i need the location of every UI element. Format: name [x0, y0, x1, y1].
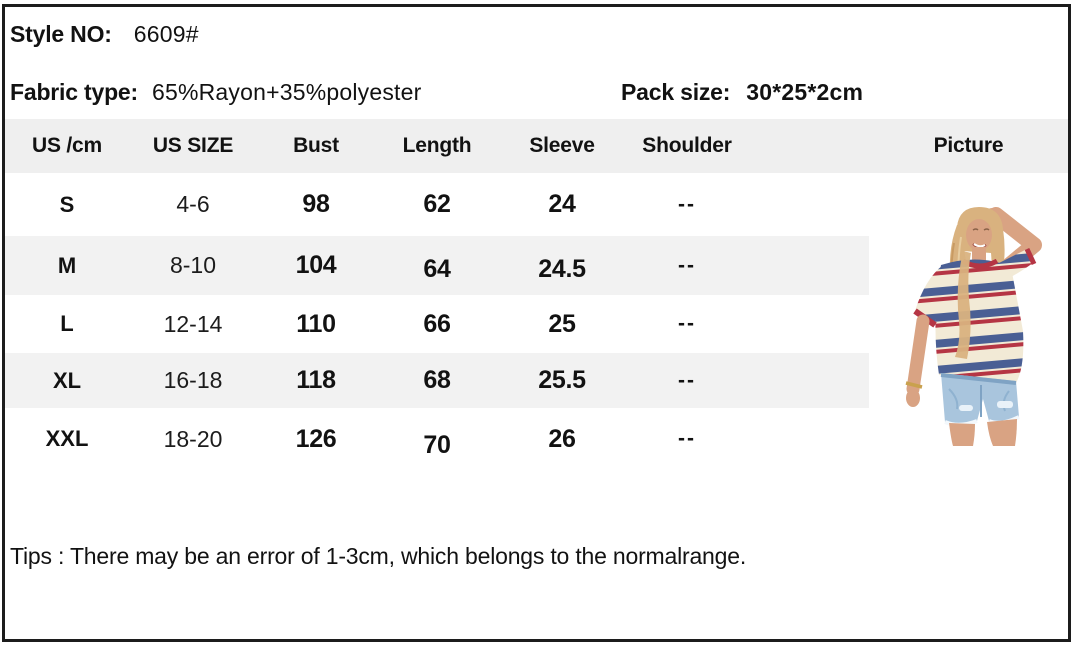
cell-sleeve: 25 [548, 309, 576, 338]
cell-size: M [57, 252, 77, 278]
header-picture: Picture [933, 134, 1004, 157]
style-no-label: Style NO: [10, 21, 112, 47]
cell-bust: 104 [295, 251, 337, 279]
style-no-value: 6609# [133, 21, 199, 47]
header-sleeve: Sleeve [529, 134, 595, 157]
header-bust: Bust [293, 134, 339, 157]
table-body [5, 173, 869, 470]
cell-length: 68 [423, 366, 451, 394]
header-us-size: US SIZE [152, 134, 234, 157]
model-photo [893, 203, 1050, 446]
cell-size: XL [52, 367, 82, 393]
cell-bust: 98 [302, 190, 330, 218]
pack-size-label: Pack size: [621, 79, 731, 105]
style-no-line [10, 21, 199, 48]
cell-size: S [59, 191, 75, 217]
cell-sleeve: 24.5 [538, 255, 586, 283]
header-us-cm: US /cm [32, 134, 102, 157]
fabric-type-line [10, 79, 421, 106]
cell-shoulder: -- [678, 312, 696, 335]
table-row-l [5, 295, 869, 353]
cell-shoulder: -- [678, 253, 696, 277]
cell-bust: 110 [296, 309, 336, 338]
cell-shoulder: -- [678, 368, 696, 392]
cell-sleeve: 25.5 [538, 366, 586, 394]
cell-shoulder: -- [678, 192, 696, 216]
cell-sleeve: 24 [548, 190, 576, 218]
table-row-m [5, 236, 869, 295]
header-shoulder: Shoulder [642, 134, 732, 157]
cell-size: L [60, 311, 74, 336]
table-row-xxl [5, 408, 869, 470]
cell-bust: 126 [295, 424, 337, 453]
cell-length: 70 [423, 430, 451, 459]
fabric-type-label: Fabric type: [10, 79, 138, 105]
header-length: Length [402, 134, 472, 157]
cell-length: 64 [423, 255, 451, 283]
table-row-s [5, 173, 869, 236]
table-row-xl [5, 353, 869, 408]
cell-size: XXL [45, 426, 89, 451]
cell-us-size: 18-20 [163, 425, 223, 452]
table-header-row [5, 119, 1068, 173]
tips-text: Tips : There may be an error of 1-3cm, which belongs to the normalrange. [10, 543, 747, 569]
size-chart-frame [2, 4, 1071, 642]
cell-sleeve: 26 [548, 424, 576, 453]
cell-bust: 118 [296, 366, 336, 394]
cell-us-size: 4-6 [176, 191, 210, 217]
cell-us-size: 12-14 [163, 310, 223, 337]
cell-length: 66 [423, 309, 451, 338]
fabric-type-value: 65%Rayon+35%polyester [151, 79, 422, 105]
cell-shoulder: -- [678, 427, 696, 450]
cell-us-size: 16-18 [163, 367, 223, 393]
pack-size-line [621, 79, 863, 106]
pack-size-value: 30*25*2cm [746, 79, 864, 105]
cell-length: 62 [423, 190, 451, 218]
cell-us-size: 8-10 [169, 252, 217, 278]
